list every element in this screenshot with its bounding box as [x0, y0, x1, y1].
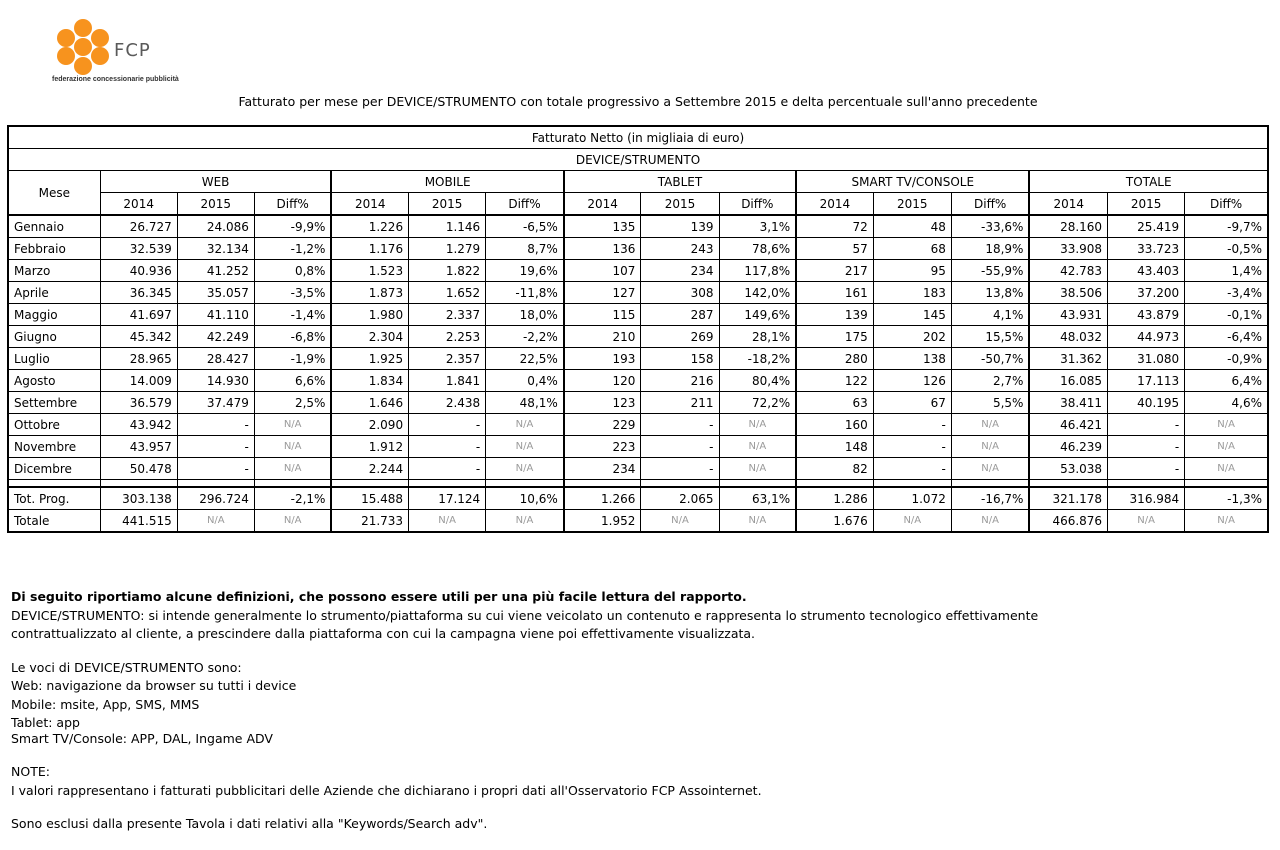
table-cell: 1.952 [564, 510, 641, 533]
table-row [8, 326, 1268, 348]
month-label: Gennaio [8, 215, 100, 238]
month-label: Tot. Prog. [8, 487, 100, 510]
table-cell: N/A [486, 414, 564, 436]
table-cell: - [177, 436, 254, 458]
table-cell: 43.957 [100, 436, 177, 458]
table-row [8, 436, 1268, 458]
table-cell: 38.411 [1029, 392, 1107, 414]
table-cell: 216 [641, 370, 719, 392]
table-cell: 43.942 [100, 414, 177, 436]
table-row [8, 414, 1268, 436]
table-cell: 2.253 [409, 326, 486, 348]
table-cell: -6,4% [1185, 326, 1268, 348]
note-text: I valori rappresentano i fatturati pubblicitari delle Aziende che dichiarano i propri dati all'Osservatorio FCP Assointernet. [11, 782, 762, 798]
table-cell: 40.936 [100, 260, 177, 282]
month-label: Settembre [8, 392, 100, 414]
table-cell: 217 [796, 260, 873, 282]
table-cell: 36.579 [100, 392, 177, 414]
table-cell: - [1108, 436, 1185, 458]
table-cell: 6,4% [1185, 370, 1268, 392]
table-cell: 160 [796, 414, 873, 436]
table-cell: - [177, 414, 254, 436]
table-cell: 4,6% [1185, 392, 1268, 414]
table-gap [8, 480, 1268, 488]
table-cell: 14.009 [100, 370, 177, 392]
subcol-header: 2015 [409, 193, 486, 216]
table-cell: 8,7% [486, 238, 564, 260]
table-cell: 28.965 [100, 348, 177, 370]
table-cell: 46.239 [1029, 436, 1107, 458]
table-cell: 46.421 [1029, 414, 1107, 436]
table-cell: -6,8% [254, 326, 331, 348]
table-cell: N/A [873, 510, 951, 533]
month-label: Febbraio [8, 238, 100, 260]
table-cell: N/A [486, 510, 564, 533]
table-cell: N/A [486, 436, 564, 458]
table-cell: 308 [641, 282, 719, 304]
table-cell: 3,1% [719, 215, 796, 238]
table-cell: 15.488 [331, 487, 408, 510]
table-cell: 72,2% [719, 392, 796, 414]
table-cell: - [641, 458, 719, 480]
voci-intro: Le voci di DEVICE/STRUMENTO sono: [11, 659, 242, 675]
table-cell: 1.226 [331, 215, 408, 238]
table-cell: -0,1% [1185, 304, 1268, 326]
table-cell: -11,8% [486, 282, 564, 304]
table-cell: 321.178 [1029, 487, 1107, 510]
table-cell: 28.427 [177, 348, 254, 370]
table-cell: 2.357 [409, 348, 486, 370]
table-cell: 441.515 [100, 510, 177, 533]
table-cell: 57 [796, 238, 873, 260]
table-cell: 0,8% [254, 260, 331, 282]
month-label: Agosto [8, 370, 100, 392]
table-cell: 24.086 [177, 215, 254, 238]
subcol-header: 2015 [1108, 193, 1185, 216]
table-cell: 139 [641, 215, 719, 238]
table-cell: N/A [951, 414, 1029, 436]
table-cell: - [1108, 414, 1185, 436]
table-cell: 37.479 [177, 392, 254, 414]
table-cell: -1,3% [1185, 487, 1268, 510]
table-cell: 243 [641, 238, 719, 260]
table-cell: 145 [873, 304, 951, 326]
table-cell: 1.279 [409, 238, 486, 260]
subcol-header: 2014 [331, 193, 408, 216]
table-cell: 28,1% [719, 326, 796, 348]
table-cell: 303.138 [100, 487, 177, 510]
table-row [8, 370, 1268, 392]
table-cell: N/A [719, 436, 796, 458]
table-cell: 138 [873, 348, 951, 370]
group-header-mobile: MOBILE [331, 171, 563, 193]
table-cell: -16,7% [951, 487, 1029, 510]
table-cell: 82 [796, 458, 873, 480]
table-row [8, 458, 1268, 480]
table-cell: 135 [564, 215, 641, 238]
table-cell: 4,1% [951, 304, 1029, 326]
month-label: Aprile [8, 282, 100, 304]
table-cell: -1,2% [254, 238, 331, 260]
table-cell: 136 [564, 238, 641, 260]
table-cell: N/A [1185, 414, 1268, 436]
table-cell: N/A [409, 510, 486, 533]
table-cell: 15,5% [951, 326, 1029, 348]
table-cell: 53.038 [1029, 458, 1107, 480]
table-cell: 33.723 [1108, 238, 1185, 260]
table-cell: N/A [254, 436, 331, 458]
logo-subtitle: federazione concessionarie pubblicità [52, 76, 179, 83]
table-cell: 28.160 [1029, 215, 1107, 238]
table-cell: 80,4% [719, 370, 796, 392]
table-cell: 45.342 [100, 326, 177, 348]
table-cell: -0,9% [1185, 348, 1268, 370]
table-cell: 31.080 [1108, 348, 1185, 370]
voce-item: Smart TV/Console: APP, DAL, Ingame ADV [11, 730, 273, 746]
subcol-header: Diff% [719, 193, 796, 216]
table-header-top: Fatturato Netto (in migliaia di euro) [8, 126, 1268, 149]
table-cell: N/A [951, 436, 1029, 458]
table-cell: -0,5% [1185, 238, 1268, 260]
table-row [8, 392, 1268, 414]
table-cell: 296.724 [177, 487, 254, 510]
table-cell: 234 [564, 458, 641, 480]
table-cell: 1,4% [1185, 260, 1268, 282]
table-row [8, 215, 1268, 238]
subcol-header: 2014 [564, 193, 641, 216]
table-cell: N/A [719, 458, 796, 480]
table-cell: 68 [873, 238, 951, 260]
table-cell: 14.930 [177, 370, 254, 392]
table-cell: -9,9% [254, 215, 331, 238]
voce-item: Tablet: app [11, 715, 80, 730]
table-cell: 19,6% [486, 260, 564, 282]
table-cell: 193 [564, 348, 641, 370]
table-cell: 158 [641, 348, 719, 370]
table-header-sub: DEVICE/STRUMENTO [8, 149, 1268, 171]
table-cell: 95 [873, 260, 951, 282]
group-header-tablet: TABLET [564, 171, 796, 193]
table-cell: 32.539 [100, 238, 177, 260]
table-cell: 148 [796, 436, 873, 458]
table-cell: 120 [564, 370, 641, 392]
table-cell: 0,4% [486, 370, 564, 392]
table-cell: 1.176 [331, 238, 408, 260]
subcol-header: 2014 [796, 193, 873, 216]
table-cell: 18,0% [486, 304, 564, 326]
month-label: Totale [8, 510, 100, 533]
table-cell: 2,5% [254, 392, 331, 414]
month-label: Giugno [8, 326, 100, 348]
month-label: Dicembre [8, 458, 100, 480]
table-cell: 466.876 [1029, 510, 1107, 533]
fcp-logo [52, 18, 202, 88]
table-cell: - [873, 414, 951, 436]
table-cell: -3,4% [1185, 282, 1268, 304]
notes-section [11, 588, 1038, 834]
table-cell: 1.822 [409, 260, 486, 282]
table-cell: N/A [254, 414, 331, 436]
table-cell: -18,2% [719, 348, 796, 370]
table-cell: N/A [1108, 510, 1185, 533]
table-cell: 1.523 [331, 260, 408, 282]
definition-line: DEVICE/STRUMENTO: si intende generalmente lo strumento/piattaforma su cui viene veicolato un contenuto e rappresenta lo strumento tecnologico effettivamente [11, 607, 1039, 623]
table-cell: 40.195 [1108, 392, 1185, 414]
table-cell: 50.478 [100, 458, 177, 480]
voce-item: Mobile: msite, App, SMS, MMS [11, 696, 200, 712]
tot-prog-row [8, 487, 1268, 510]
table-cell: N/A [254, 458, 331, 480]
table-cell: 13,8% [951, 282, 1029, 304]
table-cell: -3,5% [254, 282, 331, 304]
table-cell: 183 [873, 282, 951, 304]
subcol-header: 2014 [100, 193, 177, 216]
table-cell: 48,1% [486, 392, 564, 414]
table-cell: 1.146 [409, 215, 486, 238]
table-cell: 18,9% [951, 238, 1029, 260]
table-cell: 35.057 [177, 282, 254, 304]
table-cell: 25.419 [1108, 215, 1185, 238]
table-cell: - [409, 436, 486, 458]
table-cell: 1.286 [796, 487, 873, 510]
table-cell: 22,5% [486, 348, 564, 370]
table-cell: 1.841 [409, 370, 486, 392]
table-cell: 2.304 [331, 326, 408, 348]
table-cell: 44.973 [1108, 326, 1185, 348]
table-cell: 2.337 [409, 304, 486, 326]
table-cell: N/A [719, 510, 796, 533]
group-header-smarttv: SMART TV/CONSOLE [796, 171, 1029, 193]
revenue-table [7, 125, 1269, 533]
table-cell: N/A [951, 510, 1029, 533]
table-cell: 269 [641, 326, 719, 348]
table-cell: 142,0% [719, 282, 796, 304]
table-cell: 41.697 [100, 304, 177, 326]
table-cell: 37.200 [1108, 282, 1185, 304]
note-label: NOTE: [11, 764, 50, 779]
table-cell: 234 [641, 260, 719, 282]
table-cell: 115 [564, 304, 641, 326]
subcol-header: 2015 [873, 193, 951, 216]
month-label: Ottobre [8, 414, 100, 436]
flower-logo-icon [52, 18, 114, 76]
subcol-header: Diff% [486, 193, 564, 216]
table-cell: 287 [641, 304, 719, 326]
table-cell: -1,9% [254, 348, 331, 370]
table-cell: -50,7% [951, 348, 1029, 370]
table-cell: 210 [564, 326, 641, 348]
totale-row [8, 510, 1268, 533]
table-cell: 2.065 [641, 487, 719, 510]
table-cell: 202 [873, 326, 951, 348]
table-cell: 316.984 [1108, 487, 1185, 510]
table-cell: 32.134 [177, 238, 254, 260]
subcol-header: Diff% [1185, 193, 1268, 216]
subcol-header: Diff% [254, 193, 331, 216]
subcol-header: 2014 [1029, 193, 1107, 216]
table-cell: 43.879 [1108, 304, 1185, 326]
table-cell: 1.652 [409, 282, 486, 304]
table-cell: -55,9% [951, 260, 1029, 282]
table-cell: 1.873 [331, 282, 408, 304]
table-row [8, 238, 1268, 260]
table-cell: 280 [796, 348, 873, 370]
table-cell: -6,5% [486, 215, 564, 238]
table-row [8, 348, 1268, 370]
table-cell: 43.931 [1029, 304, 1107, 326]
table-cell: 33.908 [1029, 238, 1107, 260]
table-cell: 1.676 [796, 510, 873, 533]
table-cell: 36.345 [100, 282, 177, 304]
group-header-totale: TOTALE [1029, 171, 1268, 193]
month-label: Novembre [8, 436, 100, 458]
table-cell: 16.085 [1029, 370, 1107, 392]
table-cell: N/A [254, 510, 331, 533]
table-cell: - [409, 458, 486, 480]
table-cell: 17.124 [409, 487, 486, 510]
group-header-web: WEB [100, 171, 331, 193]
table-cell: 2.244 [331, 458, 408, 480]
table-cell: 161 [796, 282, 873, 304]
notes-heading: Di seguito riportiamo alcune definizioni, che possono essere utili per una più facile lettura del rapporto. [11, 589, 747, 604]
table-cell: 10,6% [486, 487, 564, 510]
table-cell: 5,5% [951, 392, 1029, 414]
table-cell: - [873, 458, 951, 480]
table-cell: -2,2% [486, 326, 564, 348]
logo-text: FCP [114, 40, 151, 61]
table-cell: N/A [177, 510, 254, 533]
note-text: Sono esclusi dalla presente Tavola i dati relativi alla "Keywords/Search adv". [11, 816, 488, 831]
subcol-header: 2015 [177, 193, 254, 216]
table-cell: 1.925 [331, 348, 408, 370]
table-cell: 1.834 [331, 370, 408, 392]
table-cell: - [873, 436, 951, 458]
table-cell: 1.072 [873, 487, 951, 510]
table-cell: 211 [641, 392, 719, 414]
table-cell: 42.783 [1029, 260, 1107, 282]
table-cell: 42.249 [177, 326, 254, 348]
table-cell: 26.727 [100, 215, 177, 238]
table-cell: 48.032 [1029, 326, 1107, 348]
table-cell: 63 [796, 392, 873, 414]
table-row [8, 260, 1268, 282]
table-cell: 38.506 [1029, 282, 1107, 304]
table-cell: 78,6% [719, 238, 796, 260]
table-cell: - [409, 414, 486, 436]
table-cell: - [641, 436, 719, 458]
table-cell: 139 [796, 304, 873, 326]
table-cell: 2.438 [409, 392, 486, 414]
month-label: Maggio [8, 304, 100, 326]
table-cell: 17.113 [1108, 370, 1185, 392]
table-cell: 1.912 [331, 436, 408, 458]
table-cell: N/A [719, 414, 796, 436]
table-cell: 48 [873, 215, 951, 238]
table-cell: - [177, 458, 254, 480]
table-cell: 6,6% [254, 370, 331, 392]
table-row [8, 282, 1268, 304]
table-cell: 41.252 [177, 260, 254, 282]
month-header: Mese [8, 171, 100, 216]
table-cell: 223 [564, 436, 641, 458]
table-cell: N/A [486, 458, 564, 480]
table-cell: 229 [564, 414, 641, 436]
table-cell: N/A [1185, 436, 1268, 458]
table-cell: 43.403 [1108, 260, 1185, 282]
subcol-header: Diff% [951, 193, 1029, 216]
table-cell: 2.090 [331, 414, 408, 436]
table-cell: 67 [873, 392, 951, 414]
table-cell: 1.980 [331, 304, 408, 326]
subcol-header: 2015 [641, 193, 719, 216]
table-cell: N/A [1185, 458, 1268, 480]
table-cell: 63,1% [719, 487, 796, 510]
table-cell: 41.110 [177, 304, 254, 326]
table-cell: -1,4% [254, 304, 331, 326]
table-cell: 122 [796, 370, 873, 392]
table-cell: 123 [564, 392, 641, 414]
table-cell: 72 [796, 215, 873, 238]
table-cell: -2,1% [254, 487, 331, 510]
table-cell: 1.646 [331, 392, 408, 414]
page-title: Fatturato per mese per DEVICE/STRUMENTO con totale progressivo a Settembre 2015 e delta percentuale sull'anno precedente [238, 94, 1038, 109]
table-cell: 1.266 [564, 487, 641, 510]
month-label: Luglio [8, 348, 100, 370]
table-cell: 107 [564, 260, 641, 282]
table-cell: N/A [1185, 510, 1268, 533]
table-cell: 21.733 [331, 510, 408, 533]
month-label: Marzo [8, 260, 100, 282]
table-cell: 117,8% [719, 260, 796, 282]
table-cell: -9,7% [1185, 215, 1268, 238]
table-cell: 2,7% [951, 370, 1029, 392]
voce-item: Web: navigazione da browser su tutti i device [11, 678, 297, 693]
table-cell: 31.362 [1029, 348, 1107, 370]
table-cell: - [641, 414, 719, 436]
table-row [8, 304, 1268, 326]
table-cell: 126 [873, 370, 951, 392]
table-cell: N/A [641, 510, 719, 533]
table-cell: N/A [951, 458, 1029, 480]
table-cell: 127 [564, 282, 641, 304]
table-cell: 149,6% [719, 304, 796, 326]
table-cell: 175 [796, 326, 873, 348]
definition-line: contrattualizzato al cliente, a prescindere dalla piattaforma con cui la campagna viene poi effettivamente visualizzata. [11, 626, 756, 641]
table-cell: -33,6% [951, 215, 1029, 238]
table-cell: - [1108, 458, 1185, 480]
